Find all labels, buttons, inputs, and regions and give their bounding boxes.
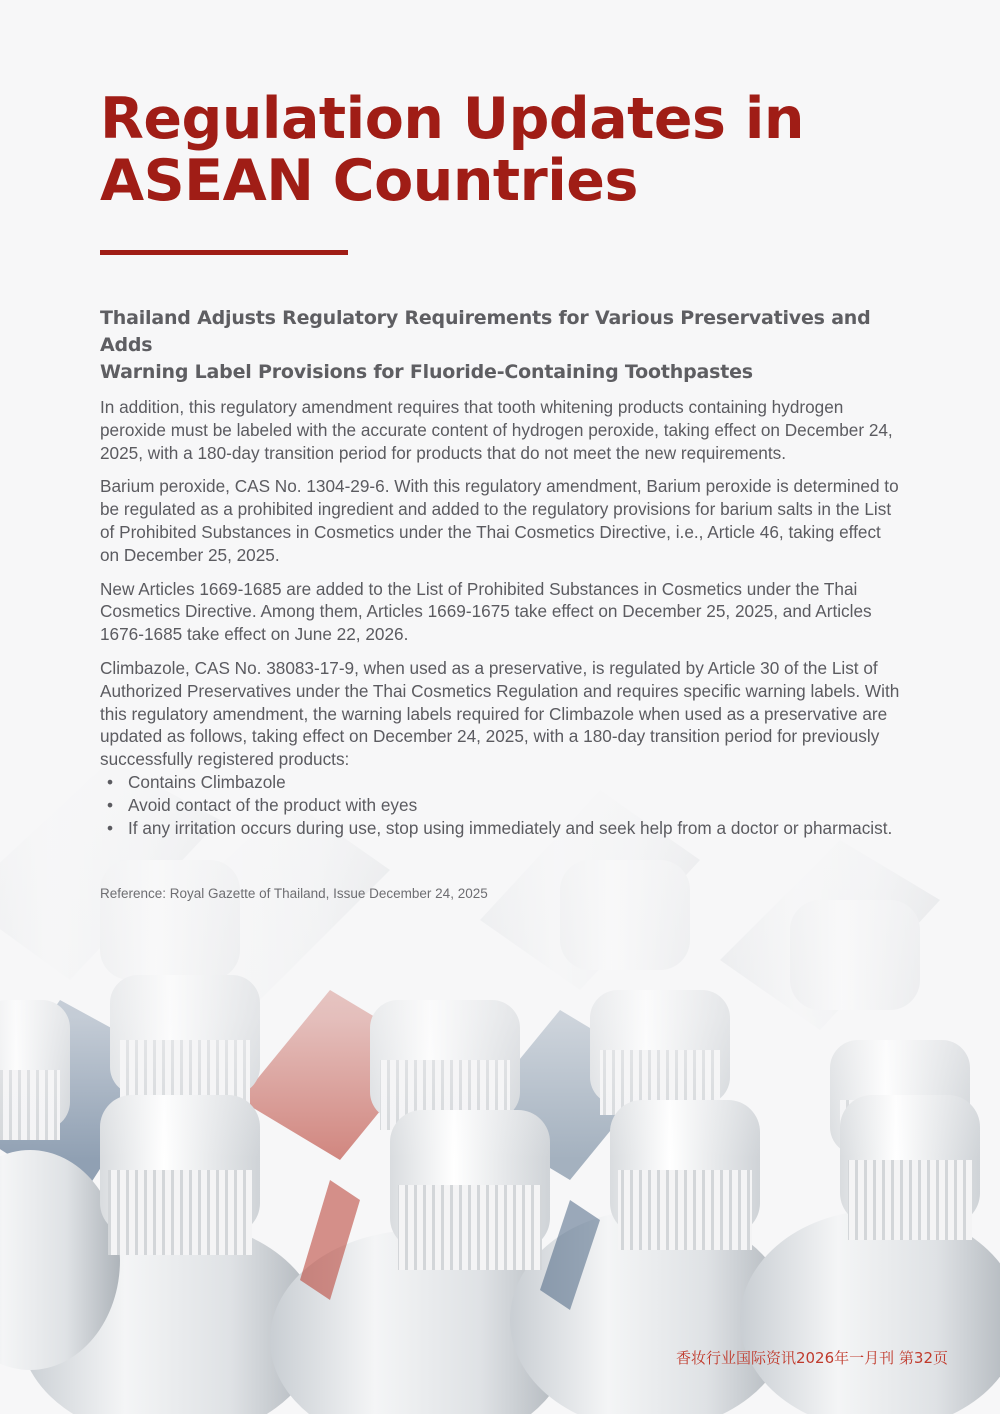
paragraph-hydrogen-peroxide: In addition, this regulatory amendment requires that tooth whitening products containing hydrogen peroxide must be labeled with the accurate content of hydrogen peroxide, taking effect on December 24, 2025, with a 180-day transition period for products that do not meet the new requirements. [100,397,893,463]
reference-note: Reference: Royal Gazette of Thailand, Issue December 24, 2025 [100,886,488,902]
bullet-icon: • [107,771,114,792]
paragraph-barium-peroxide: Barium peroxide, CAS No. 1304-29-6. With this regulatory amendment, Barium peroxide is determined to be regulated as a prohibited ingredient and added to the regulatory provisions for barium salts in the List of Prohibited Substances in Cosmetics under the Thai Cosmetics Directive, i.e., Article 46, taking effect on December 25, 2025. [100,476,899,565]
article-content [100,88,900,903]
article-subtitle [100,305,900,386]
list-item [100,794,900,817]
list-item-text: Contains Climbazole [128,771,286,792]
paragraph-climbazole: Climbazole, CAS No. 38083-17-9, when used as a preservative, is regulated by Article 30 of the List of Authorized Preservatives under the Thai Cosmetics Regulation and requires specific warning labels. With this regulatory amendment, the warning labels required for Climbazole when used as a preservative are updated as follows, taking effect on December 24, 2025, with a 180-day transition period for previously successfully registered products: [100,657,900,770]
subtitle-line-2: Warning Label Provisions for Fluoride-Containing Toothpastes [100,361,753,383]
list-item-text: Avoid contact of the product with eyes [128,794,418,815]
page-title [100,88,900,212]
bullet-icon: • [107,794,114,815]
subtitle-line-1: Thailand Adjusts Regulatory Requirements for Various Preservatives and Adds [100,307,871,356]
paragraph-new-articles: New Articles 1669-1685 are added to the List of Prohibited Substances in Cosmetics under the Thai Cosmetics Directive. Among them, Articles 1669-1675 take effect on December 25, 2025, and Articles 1676-1685 take effect on June 22, 2026. [100,578,872,645]
list-item-text: If any irritation occurs during use, stop using immediately and seek help from a doctor or pharmacist. [128,817,893,838]
list-item [100,817,900,840]
title-underline [100,250,348,255]
warning-label-list [100,771,900,839]
title-line-1: Regulation Updates in [100,86,804,152]
list-item [100,771,900,794]
bullet-icon: • [107,817,114,838]
title-line-2: ASEAN Countries [100,148,638,214]
page-footer-label: 香妆行业国际资讯2026年一月刊 第32页 [675,1349,948,1367]
